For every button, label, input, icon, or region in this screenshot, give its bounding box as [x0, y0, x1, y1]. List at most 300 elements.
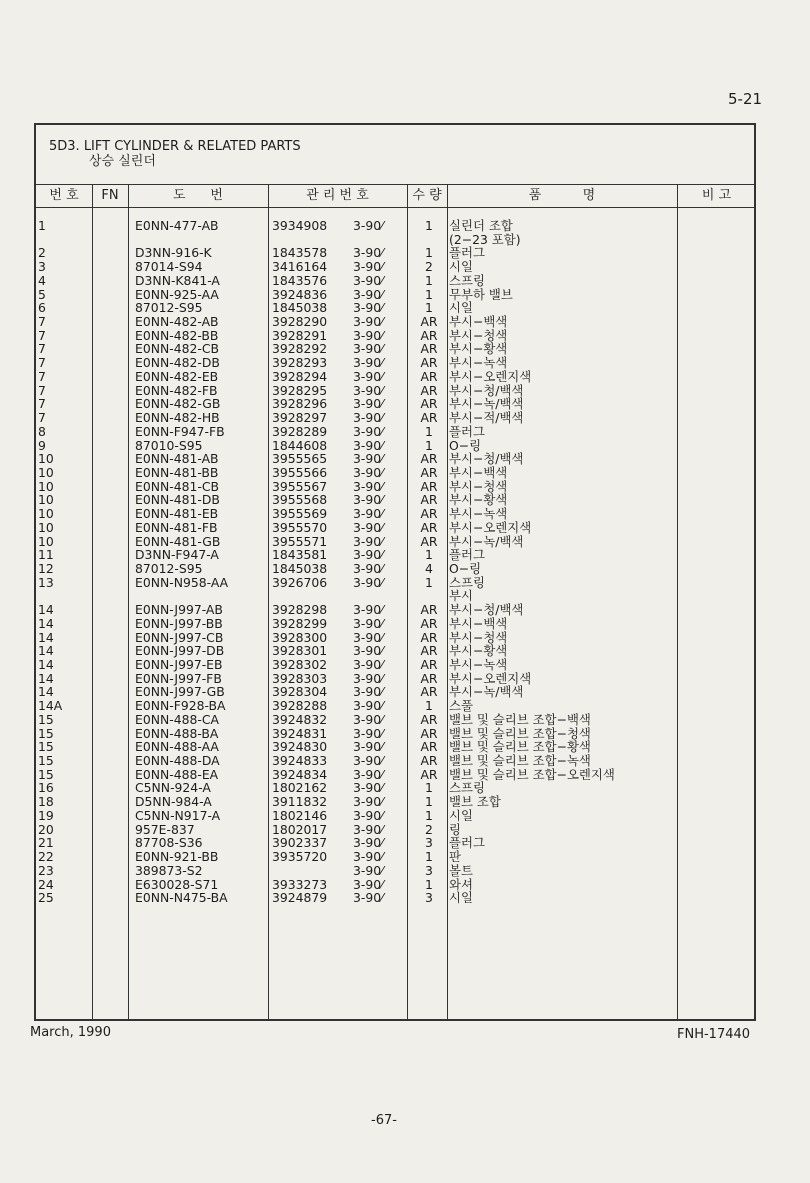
drawing-number: E0NN-J997-CB	[135, 629, 224, 645]
table-row	[36, 548, 754, 562]
part-name-line: 부시−녹색	[449, 657, 508, 672]
quantity: 1	[425, 286, 433, 302]
item-number: 10	[38, 492, 54, 508]
quantity: 3	[425, 835, 433, 851]
part-name	[449, 740, 591, 754]
drawing-number: E0NN-J997-GB	[135, 684, 225, 700]
item-number: 18	[38, 794, 54, 810]
management-number: 3924833	[272, 753, 328, 769]
part-name-line: 시일	[449, 807, 473, 823]
part-name	[449, 891, 473, 905]
management-number: 3955570	[272, 519, 328, 535]
part-name	[449, 685, 523, 699]
header-fn: FN	[101, 188, 119, 203]
part-name-line: 부시−청/백색	[449, 382, 524, 398]
part-name-line: 링	[449, 821, 461, 837]
item-number: 10	[38, 464, 54, 480]
part-name-line: 부시−백색	[449, 314, 508, 330]
management-number: 1845038	[272, 560, 328, 576]
management-number: 3928290	[272, 314, 328, 330]
item-number: 14	[38, 684, 54, 700]
table-row	[36, 521, 754, 535]
item-number: 9	[38, 437, 46, 453]
drawing-number: D3NN-F947-A	[135, 547, 219, 563]
management-code: 3-90⁄	[353, 423, 384, 439]
item-number: 14	[38, 629, 54, 645]
drawing-number: 957E-837	[135, 821, 195, 837]
table-row	[36, 219, 754, 246]
item-number: 12	[38, 560, 54, 576]
management-number: 3955571	[272, 533, 328, 549]
management-code: 3-90⁄	[353, 451, 384, 467]
management-number: 3934908	[272, 218, 328, 233]
part-name	[449, 795, 501, 809]
drawing-number: D3NN-K841-A	[135, 272, 220, 288]
management-number: 3902337	[272, 835, 328, 851]
part-name-line: 부시−오렌지색	[449, 670, 532, 686]
item-number: 16	[38, 780, 54, 796]
part-name-line: 플러그	[449, 423, 485, 439]
quantity: AR	[420, 657, 438, 672]
management-number: 1843576	[272, 272, 328, 288]
management-number: 3928288	[272, 698, 328, 714]
part-name	[449, 370, 531, 384]
item-number: 15	[38, 739, 54, 755]
part-name-line: 판	[449, 849, 461, 865]
table-row	[36, 439, 754, 453]
part-name-line: O−링	[449, 437, 482, 453]
management-code: 3-90⁄	[353, 862, 384, 878]
drawing-number: E0NN-F928-BA	[135, 698, 226, 714]
part-name-line: 부시−녹색	[449, 506, 508, 522]
item-number: 10	[38, 478, 54, 494]
drawing-number: E0NN-481-CB	[135, 478, 219, 494]
item-number: 20	[38, 821, 54, 837]
table-row	[36, 617, 754, 631]
item-number: 15	[38, 725, 54, 741]
management-number: 1802146	[272, 807, 328, 823]
part-name	[449, 823, 461, 837]
part-name	[449, 603, 523, 617]
management-number: 3935720	[272, 849, 328, 865]
table-row	[36, 480, 754, 494]
drawing-number: E0NN-482-AB	[135, 314, 219, 330]
part-name	[449, 274, 485, 288]
management-number: 3924831	[272, 725, 328, 741]
part-name	[449, 699, 473, 713]
part-name-line: 부시−청색	[449, 478, 508, 494]
table-row	[36, 260, 754, 274]
part-name-line: 부시−녹색	[449, 355, 508, 371]
quantity: AR	[420, 382, 438, 398]
quantity: 1	[425, 780, 433, 796]
management-number: 3928303	[272, 670, 328, 686]
quantity: 1	[425, 794, 433, 810]
management-number: 3416164	[272, 259, 328, 275]
part-name	[449, 754, 591, 768]
part-name-line: 플러그	[449, 245, 485, 261]
part-name-line: 밸브 및 슬리브 조합−청색	[449, 725, 591, 741]
part-name-line: 실린더 조합	[449, 218, 513, 233]
management-code: 3-90⁄	[353, 684, 384, 700]
management-number: 3926706	[272, 574, 328, 590]
quantity: AR	[420, 327, 438, 343]
item-number: 14	[38, 657, 54, 672]
item-number: 22	[38, 849, 54, 865]
quantity: 1	[425, 272, 433, 288]
management-code: 3-90⁄	[353, 670, 384, 686]
part-name-line: 볼트	[449, 862, 473, 878]
part-name-line: 플러그	[449, 547, 485, 563]
management-number: 3928296	[272, 396, 328, 412]
management-code: 3-90⁄	[353, 410, 384, 426]
part-name	[449, 809, 473, 823]
item-number: 13	[38, 574, 54, 590]
drawing-number: C5NN-924-A	[135, 780, 211, 796]
drawing-number: E0NN-481-DB	[135, 492, 220, 508]
management-code: 3-90⁄	[353, 753, 384, 769]
management-code: 3-90⁄	[353, 835, 384, 851]
item-number: 6	[38, 300, 46, 316]
drawing-number: E0NN-488-BA	[135, 725, 219, 741]
quantity: AR	[420, 492, 438, 508]
management-number: 3928291	[272, 327, 328, 343]
table-row	[36, 740, 754, 754]
table-row	[36, 301, 754, 315]
page-number: 5-21	[728, 90, 763, 108]
header-qty: 수 량	[412, 188, 442, 203]
quantity: 3	[425, 890, 433, 906]
management-number: 1845038	[272, 300, 328, 316]
item-number: 8	[38, 423, 46, 439]
table-row	[36, 631, 754, 645]
header-mgmt: 관 리 번 호	[306, 188, 369, 203]
item-number: 14	[38, 670, 54, 686]
management-code: 3-90⁄	[353, 794, 384, 810]
document-code: FNH-17440	[677, 1027, 751, 1042]
part-name	[449, 356, 507, 370]
quantity: AR	[420, 684, 438, 700]
header-drawing: 도 번	[173, 188, 223, 203]
part-name	[449, 548, 485, 562]
management-code: 3-90⁄	[353, 478, 384, 494]
item-number: 2	[38, 245, 46, 261]
part-name-line: 밸브 및 슬리브 조합−황색	[449, 739, 591, 755]
management-number: 3924836	[272, 286, 328, 302]
drawing-number: E0NN-482-CB	[135, 341, 219, 357]
quantity: AR	[420, 643, 438, 659]
table-row	[36, 452, 754, 466]
management-code: 3-90⁄	[353, 890, 384, 906]
drawing-number: E0NN-482-HB	[135, 410, 220, 426]
management-code: 3-90⁄	[353, 259, 384, 275]
management-code: 3-90⁄	[353, 464, 384, 480]
part-name	[449, 713, 591, 727]
management-code: 3-90⁄	[353, 533, 384, 549]
management-number: 3924879	[272, 890, 328, 906]
management-number: 3928289	[272, 423, 328, 439]
part-name	[449, 727, 591, 741]
management-code: 3-90⁄	[353, 368, 384, 384]
management-number: 3924830	[272, 739, 328, 755]
table-row	[36, 603, 754, 617]
management-code: 3-90⁄	[353, 437, 384, 453]
management-code: 3-90⁄	[353, 849, 384, 865]
drawing-number: E0NN-481-AB	[135, 451, 219, 467]
table-row	[36, 342, 754, 356]
management-number: 3928304	[272, 684, 328, 700]
part-name-line: 부시−오렌지색	[449, 368, 532, 384]
management-number: 3928295	[272, 382, 328, 398]
table-row	[36, 658, 754, 672]
part-name	[449, 425, 485, 439]
item-number: 10	[38, 519, 54, 535]
drawing-number: E0NN-488-DA	[135, 753, 220, 769]
item-number: 7	[38, 368, 46, 384]
quantity: AR	[420, 615, 438, 631]
part-name-line: 밸브 및 슬리브 조합−오렌지색	[449, 766, 615, 782]
table-row	[36, 425, 754, 439]
table-row	[36, 493, 754, 507]
part-name-line: 스프링	[449, 780, 485, 796]
part-name	[449, 507, 507, 521]
item-number: 7	[38, 382, 46, 398]
quantity: 1	[425, 300, 433, 316]
table-row	[36, 246, 754, 260]
management-code: 3-90⁄	[353, 766, 384, 782]
part-name	[449, 288, 513, 302]
management-code: 3-90⁄	[353, 711, 384, 727]
quantity: 2	[425, 821, 433, 837]
part-name	[449, 617, 507, 631]
part-name-line: 플러그	[449, 835, 485, 851]
drawing-number: E0NN-N475-BA	[135, 890, 228, 906]
drawing-number: E0NN-481-GB	[135, 533, 221, 549]
management-code: 3-90⁄	[353, 245, 384, 261]
management-number: 1802017	[272, 821, 328, 837]
drawing-number: E0NN-921-BB	[135, 849, 219, 865]
quantity: AR	[420, 410, 438, 426]
quantity: 2	[425, 259, 433, 275]
part-name	[449, 439, 481, 453]
item-number: 25	[38, 890, 54, 906]
item-number: 24	[38, 876, 54, 892]
item-number: 14	[38, 602, 54, 618]
table-row	[36, 562, 754, 576]
table-row	[36, 699, 754, 713]
table-row	[36, 878, 754, 892]
part-name-line: 시일	[449, 259, 473, 275]
management-code: 3-90⁄	[353, 506, 384, 522]
quantity: AR	[420, 314, 438, 330]
management-code: 3-90⁄	[353, 780, 384, 796]
quantity: AR	[420, 368, 438, 384]
drawing-number: E0NN-482-FB	[135, 382, 218, 398]
management-code: 3-90⁄	[353, 547, 384, 563]
management-code: 3-90⁄	[353, 602, 384, 618]
item-number: 15	[38, 766, 54, 782]
part-name	[449, 836, 485, 850]
part-name-line: O−링	[449, 560, 482, 576]
drawing-number: 87010-S95	[135, 437, 203, 453]
management-code: 3-90⁄	[353, 657, 384, 672]
drawing-number: E0NN-F947-FB	[135, 423, 225, 439]
drawing-number: E0NN-J997-DB	[135, 643, 225, 659]
management-code: 3-90⁄	[353, 218, 384, 233]
quantity: 1	[425, 437, 433, 453]
quantity: 1	[425, 423, 433, 439]
part-name-line: 밸브 및 슬리브 조합−백색	[449, 711, 591, 727]
table-header	[36, 184, 754, 208]
management-code: 3-90⁄	[353, 698, 384, 714]
quantity: AR	[420, 464, 438, 480]
table-row	[36, 466, 754, 480]
part-name	[449, 631, 507, 645]
part-name-line: 부시−오렌지색	[449, 519, 532, 535]
table-row	[36, 891, 754, 905]
management-number: 3928299	[272, 615, 328, 631]
table-row	[36, 507, 754, 521]
drawing-number: E0NN-488-EA	[135, 766, 219, 782]
management-code: 3-90⁄	[353, 821, 384, 837]
part-name	[449, 301, 473, 315]
drawing-number: E0NN-J997-FB	[135, 670, 222, 686]
item-number: 1	[38, 218, 46, 233]
quantity: 1	[425, 547, 433, 563]
quantity: 1	[425, 849, 433, 865]
management-number: 3928302	[272, 657, 328, 672]
item-number: 7	[38, 410, 46, 426]
item-number: 7	[38, 341, 46, 357]
quantity: AR	[420, 396, 438, 412]
part-name-line: 무부하 밸브	[449, 286, 513, 302]
part-name	[449, 781, 485, 795]
drawing-number: E0NN-481-BB	[135, 464, 219, 480]
quantity: AR	[420, 711, 438, 727]
management-number: 1802162	[272, 780, 328, 796]
quantity: 1	[425, 218, 433, 233]
item-number: 3	[38, 259, 46, 275]
part-name	[449, 562, 481, 576]
management-code: 3-90⁄	[353, 396, 384, 412]
header-no: 번 호	[49, 188, 79, 203]
table-row	[36, 768, 754, 782]
part-name-line: 부시−녹/백색	[449, 533, 524, 549]
table-row	[36, 809, 754, 823]
quantity: AR	[420, 506, 438, 522]
item-number: 19	[38, 807, 54, 823]
management-code: 3-90⁄	[353, 643, 384, 659]
management-code: 3-90⁄	[353, 519, 384, 535]
management-code: 3-90⁄	[353, 355, 384, 371]
header-name: 품 명	[528, 188, 596, 203]
quantity: AR	[420, 739, 438, 755]
item-number: 14	[38, 643, 54, 659]
header-remarks: 비 고	[701, 188, 732, 203]
part-name	[449, 315, 507, 329]
part-name	[449, 644, 507, 658]
table-row	[36, 850, 754, 864]
part-name	[449, 452, 523, 466]
item-number: 10	[38, 451, 54, 467]
management-code: 3-90⁄	[353, 300, 384, 316]
part-name	[449, 246, 485, 260]
quantity: 1	[425, 807, 433, 823]
table-row	[36, 864, 754, 878]
item-number: 15	[38, 753, 54, 769]
management-number: 3955565	[272, 451, 328, 467]
table-row	[36, 576, 754, 603]
part-name-line: 부시−청/백색	[449, 451, 524, 467]
drawing-number: 87012-S95	[135, 560, 203, 576]
part-name-line: 시일	[449, 300, 473, 316]
table-row	[36, 795, 754, 809]
part-name	[449, 864, 473, 878]
part-name-line: 밸브 및 슬리브 조합−녹색	[449, 753, 591, 769]
part-name	[449, 260, 473, 274]
drawing-number: E0NN-J997-BB	[135, 615, 223, 631]
table-row	[36, 754, 754, 768]
management-number: 3955566	[272, 464, 328, 480]
management-code: 3-90⁄	[353, 615, 384, 631]
part-name-line: 부시−황색	[449, 341, 508, 357]
drawing-number: E0NN-J997-EB	[135, 657, 223, 672]
management-number: 3955568	[272, 492, 328, 508]
management-number: 3955569	[272, 506, 328, 522]
part-name	[449, 576, 485, 603]
quantity: AR	[420, 341, 438, 357]
drawing-number: E0NN-488-AA	[135, 739, 219, 755]
part-name-line: 부시	[449, 588, 473, 604]
management-number: 3928301	[272, 643, 328, 659]
item-number: 21	[38, 835, 54, 851]
management-code: 3-90⁄	[353, 492, 384, 508]
table-row	[36, 685, 754, 699]
part-name-line: 부시−황색	[449, 643, 508, 659]
item-number: 7	[38, 396, 46, 412]
management-code: 3-90⁄	[353, 286, 384, 302]
table-row	[36, 535, 754, 549]
quantity: AR	[420, 519, 438, 535]
quantity: 1	[425, 245, 433, 261]
table-row	[36, 781, 754, 795]
management-number: 3955567	[272, 478, 328, 494]
part-name-line: (2−23 포함)	[449, 231, 521, 247]
management-number: 3911832	[272, 794, 328, 810]
item-number: 23	[38, 862, 54, 878]
item-number: 10	[38, 533, 54, 549]
item-number: 7	[38, 327, 46, 343]
part-name	[449, 384, 523, 398]
management-number: 3928297	[272, 410, 328, 426]
item-number: 5	[38, 286, 46, 302]
item-number: 14	[38, 615, 54, 631]
part-name	[449, 411, 523, 425]
management-number: 3924834	[272, 766, 328, 782]
management-number: 3933273	[272, 876, 328, 892]
quantity: 1	[425, 876, 433, 892]
management-code: 3-90⁄	[353, 314, 384, 330]
management-code: 3-90⁄	[353, 327, 384, 343]
quantity: AR	[420, 766, 438, 782]
part-name-line: 와셔	[449, 876, 473, 892]
table-row	[36, 823, 754, 837]
drawing-number: E0NN-482-DB	[135, 355, 220, 371]
item-number: 7	[38, 355, 46, 371]
part-name	[449, 480, 507, 494]
part-name-line: 부시−청색	[449, 327, 508, 343]
part-name	[449, 397, 523, 411]
